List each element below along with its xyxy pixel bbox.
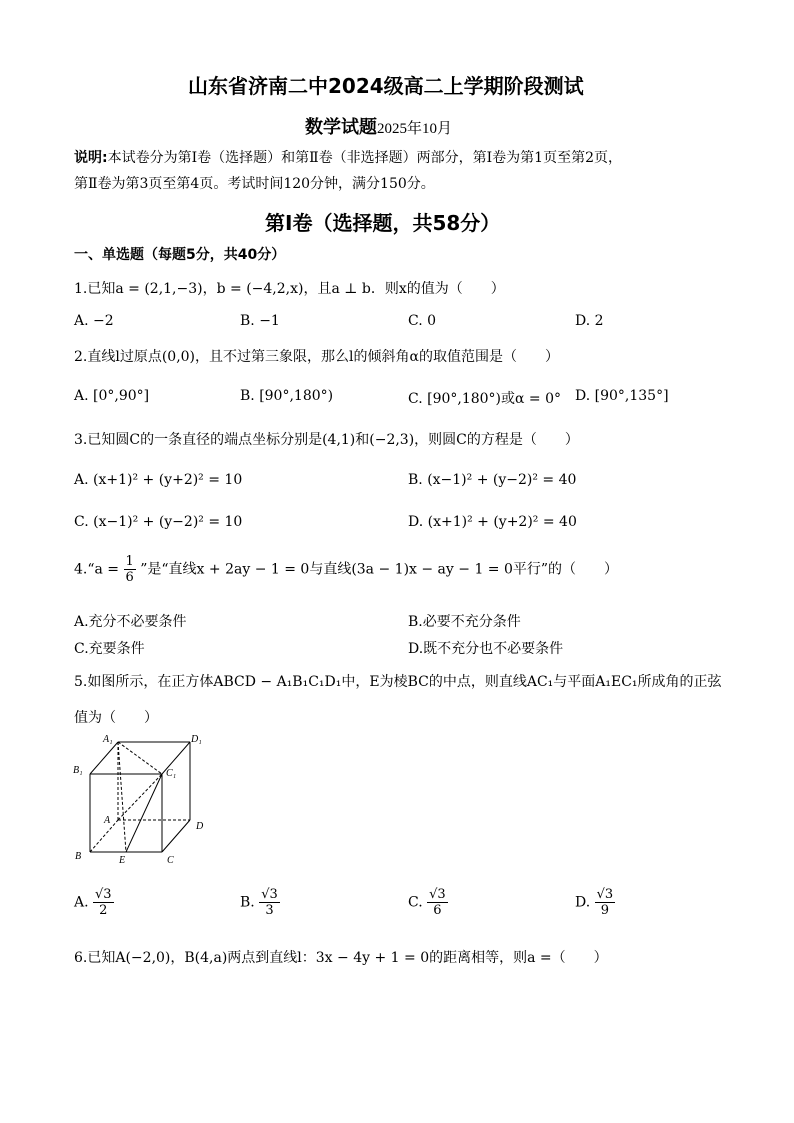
question-4-fraction-den: 6 <box>125 570 134 585</box>
question-4-option-c: C.充要条件 <box>74 641 145 657</box>
question-5-option-c-fraction <box>427 887 448 918</box>
question-5-option-d-num: √3 <box>596 887 614 902</box>
question-5-option-d-den: 9 <box>600 903 610 918</box>
label-e: E <box>119 855 126 866</box>
label-c: C <box>167 855 174 866</box>
question-1-stem: 1.已知a = (2,1,−3)，b = (−4,2,x)，且a ⊥ b．则x的值为（ ） <box>74 281 505 297</box>
exam-date: 2025年10月 <box>377 121 453 137</box>
question-4-fraction-num: 1 <box>125 554 134 569</box>
question-5-option-d-label: D. <box>575 894 591 911</box>
cube-figure <box>70 732 215 870</box>
question-5-option-d <box>575 887 615 918</box>
question-5-option-d-fraction <box>595 887 616 918</box>
line-a-c1-hidden <box>118 774 162 820</box>
question-5-option-c-num: √3 <box>429 887 446 902</box>
question-5-option-c <box>408 887 448 918</box>
section-title: 第Ⅰ卷（选择题，共58分） <box>265 211 501 235</box>
question-5-option-b-label: B. <box>240 894 255 911</box>
question-5-option-a-den: 2 <box>99 903 108 918</box>
edge-b1-a1 <box>90 742 118 774</box>
question-5-option-a-fraction <box>93 887 114 918</box>
subject-title: 数学试题 <box>305 117 377 138</box>
question-3-option-d: D. (x+1)² + (y+2)² = 40 <box>408 514 577 530</box>
question-5-stem-line-1: 5.如图所示，在正方体ABCD − A₁B₁C₁D₁中，E为棱BC的中点，则直线AC₁与平面A₁EC₁所成角的正弦 <box>74 674 722 690</box>
label-c1: C₁ <box>166 768 177 779</box>
question-4-prefix: 4.“a = <box>74 561 120 578</box>
question-4-fraction <box>124 554 136 585</box>
question-5-option-b-den: 3 <box>265 903 274 918</box>
line-e-c1 <box>126 774 162 852</box>
question-5-option-a-num: √3 <box>95 887 112 902</box>
line-a1-e-hidden <box>118 742 126 852</box>
question-4-option-a: A.充分不必要条件 <box>74 614 187 630</box>
line-a1-c1-hidden <box>118 742 162 774</box>
label-b: B <box>75 851 82 862</box>
question-5-option-a <box>74 887 114 918</box>
question-2-option-d: D. [90°,135°] <box>575 388 669 404</box>
question-3-option-c: C. (x−1)² + (y−2)² = 10 <box>74 514 243 530</box>
edge-c-d <box>162 820 190 852</box>
label-b1: B₁ <box>73 765 83 776</box>
question-5-option-c-label: C. <box>408 894 423 911</box>
question-3-stem: 3.已知圆C的一条直径的端点坐标分别是(4,1)和(−2,3)，则圆C的方程是（ ） <box>74 432 579 448</box>
question-2-option-b: B. [90°,180°) <box>240 388 334 404</box>
question-5-option-b-fraction <box>259 887 280 918</box>
question-4-suffix: ”是“直线x + 2ay − 1 = 0与直线(3a − 1)x − ay − 1 = 0平行”的（ ） <box>140 561 619 578</box>
question-5-option-c-den: 6 <box>433 903 442 918</box>
label-a1: A₁ <box>103 734 113 745</box>
instructions-line-2: 第Ⅱ卷为第3页至第4页。考试时间120分钟，满分150分。 <box>74 176 435 192</box>
label-a: A <box>104 815 111 826</box>
question-2-option-a: A. [0°,90°] <box>74 388 150 404</box>
question-3-option-a: A. (x+1)² + (y+2)² = 10 <box>74 472 243 488</box>
question-5-stem-line-2: 值为（ ） <box>74 710 158 726</box>
question-4-option-d: D.既不充分也不必要条件 <box>408 641 564 657</box>
question-1-option-a: A. −2 <box>74 313 114 329</box>
question-5-option-b <box>240 887 280 918</box>
instructions-text-1: 本试卷分为第Ⅰ卷（选择题）和第Ⅱ卷（非选择题）两部分，第Ⅰ卷为第1页至第2页， <box>107 150 622 166</box>
question-1-option-d: D. 2 <box>575 313 604 329</box>
question-5-option-b-num: √3 <box>261 887 278 902</box>
question-6-stem: 6.已知A(−2,0)，B(4,a)两点到直线l：3x − 4y + 1 = 0的距离相等，则a =（ ） <box>74 950 608 966</box>
part-title: 一、单选题（每题5分，共40分） <box>74 247 286 263</box>
question-2-stem: 2.直线l过原点(0,0)，且不过第三象限，那么l的倾斜角α的取值范围是（ ） <box>74 349 559 365</box>
label-d1: D₁ <box>191 734 202 745</box>
question-4-option-b: B.必要不充分条件 <box>408 614 521 630</box>
label-d: D <box>196 821 204 832</box>
instructions-label: 说明: <box>74 150 108 166</box>
question-5-option-a-label: A. <box>74 894 89 911</box>
question-2-option-c: C. [90°,180°)或α = 0° <box>408 391 562 407</box>
question-3-option-b: B. (x−1)² + (y−2)² = 40 <box>408 472 577 488</box>
question-1-option-c: C. 0 <box>408 313 437 329</box>
instructions-line-1 <box>74 148 622 168</box>
exam-subtitle <box>305 113 452 139</box>
exam-title: 山东省济南二中2024级高二上学期阶段测试 <box>188 74 584 98</box>
question-1-option-b: B. −1 <box>240 313 280 329</box>
question-4-stem <box>74 554 618 585</box>
